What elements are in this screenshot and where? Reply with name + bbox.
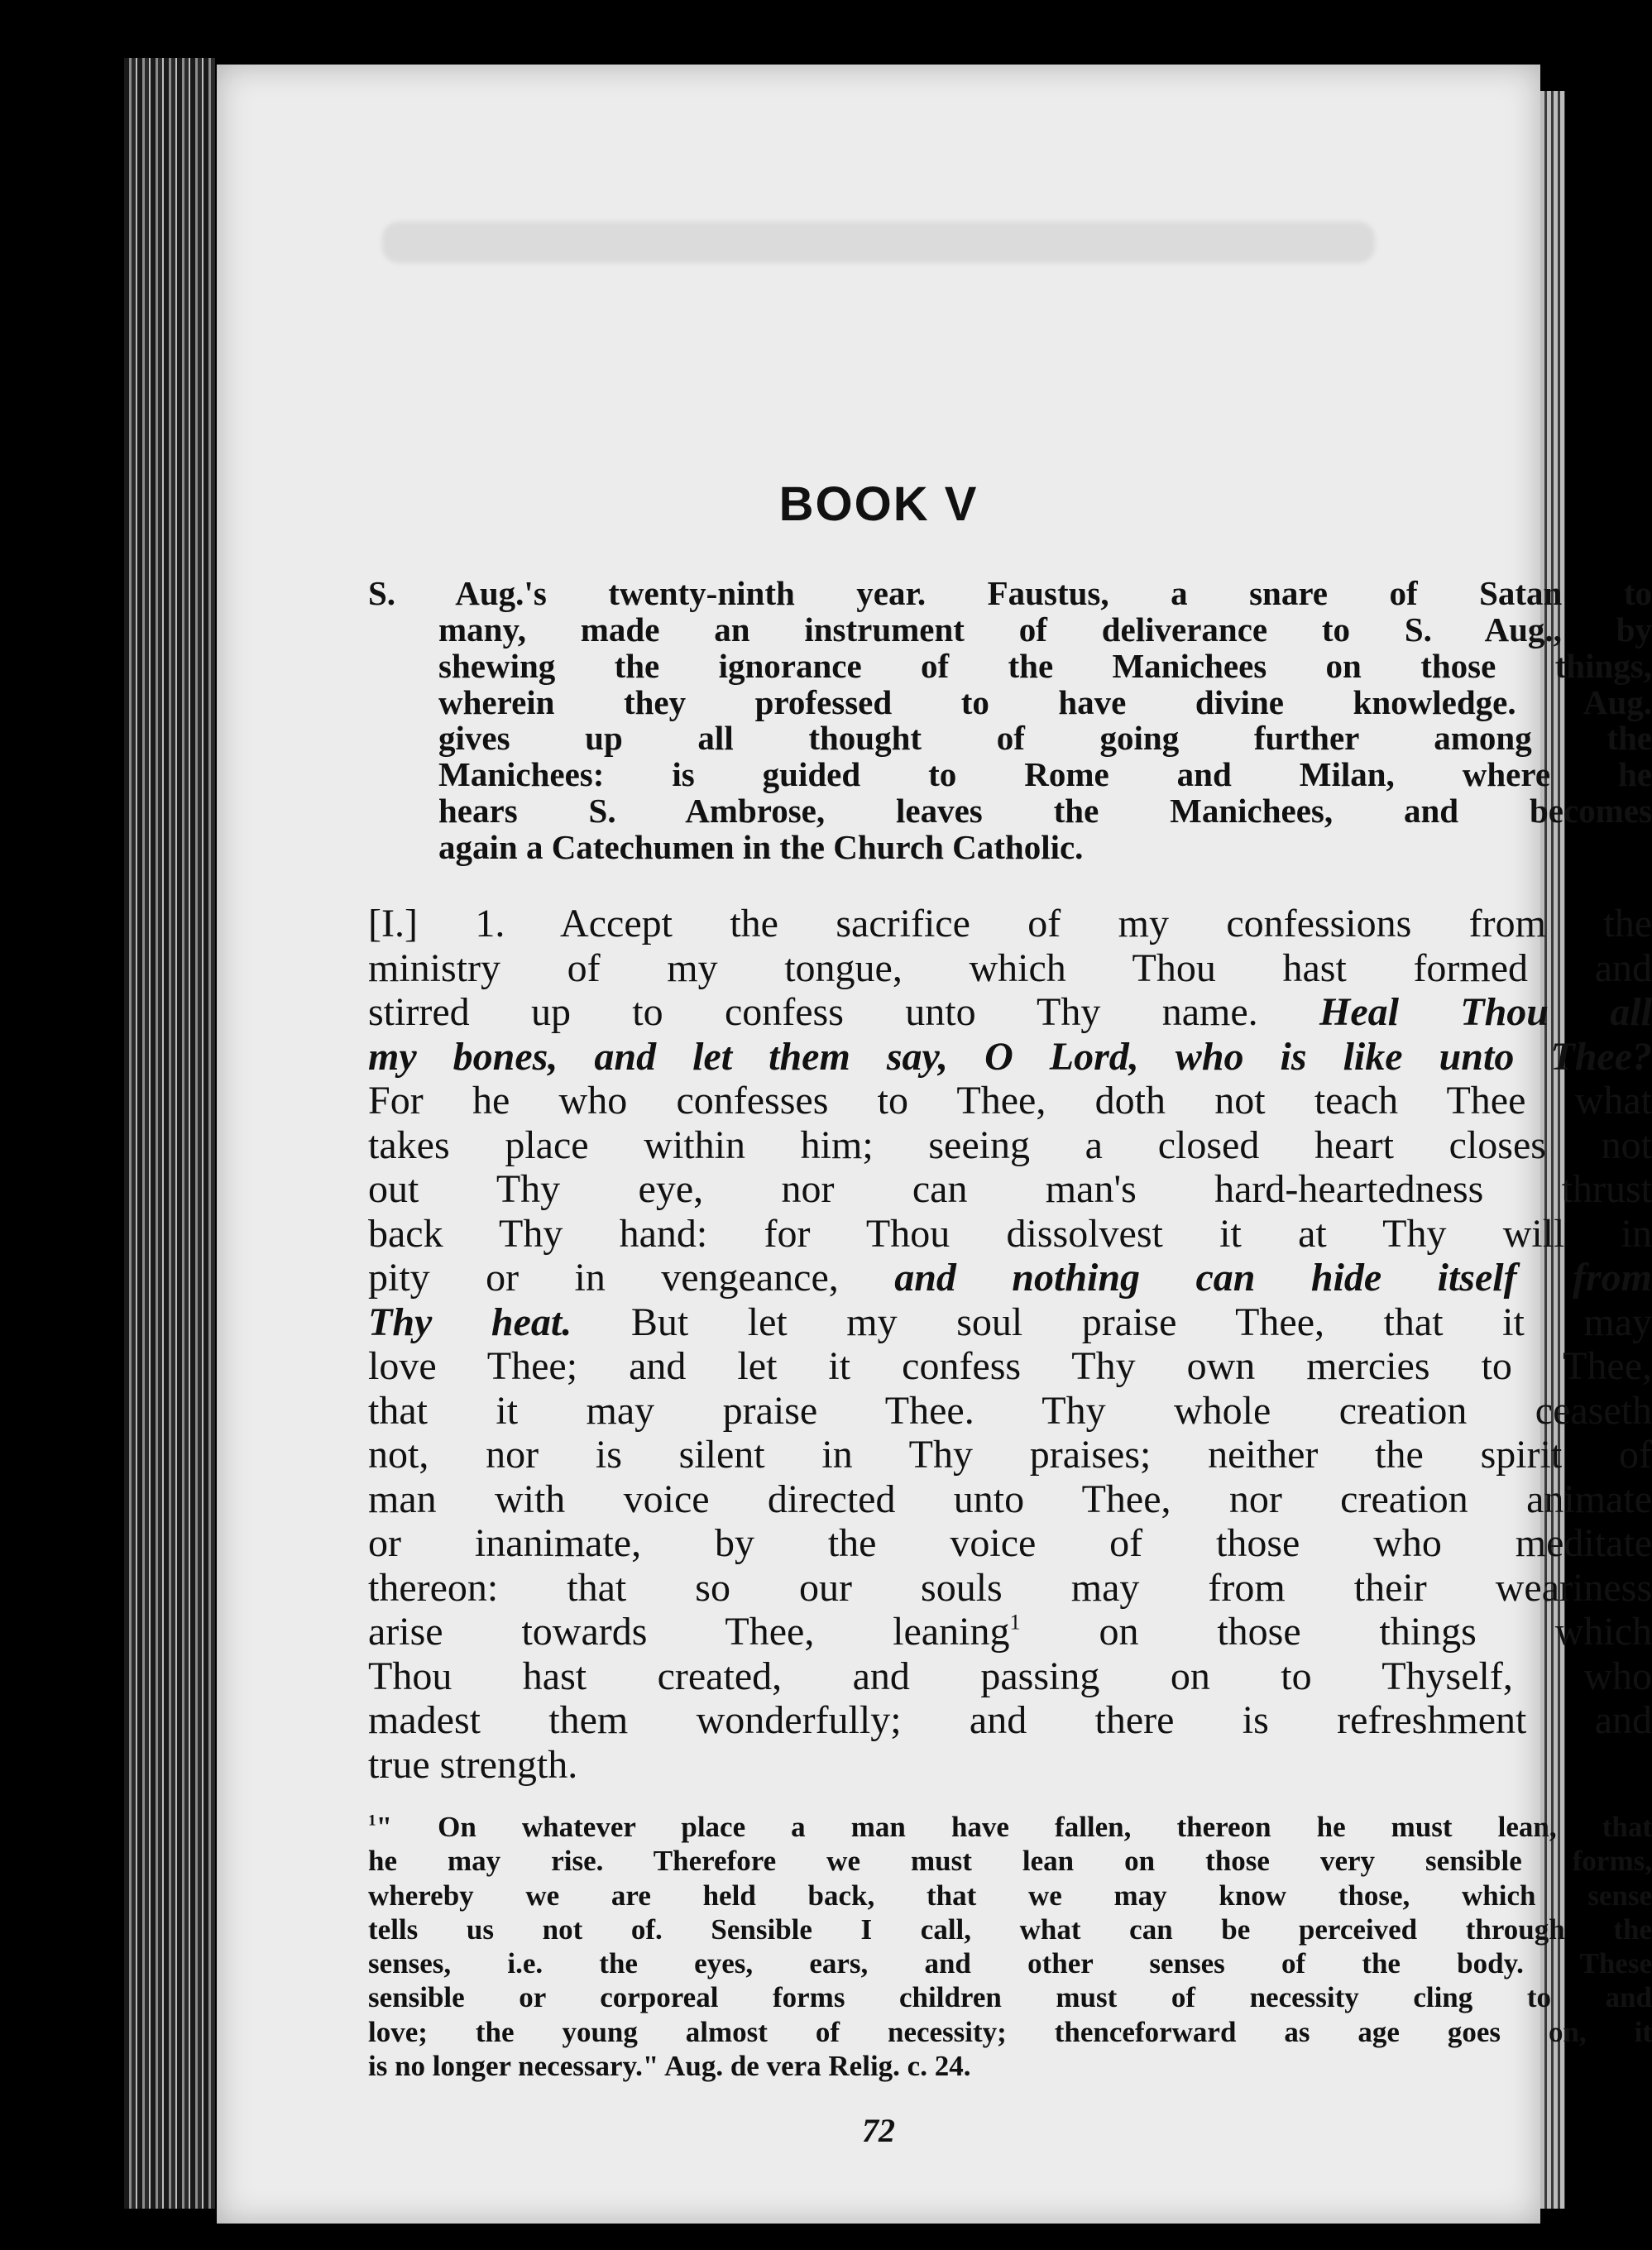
footnote-marker: 1 [1009, 1609, 1021, 1635]
scripture-quote: my bones, and let them say, O Lord, who is like unto Thee? [368, 1034, 1652, 1079]
text-line: true strength. [368, 1742, 578, 1787]
text-line: love Thee; and let it confess Thy own mercies to Thee, [368, 1344, 1652, 1389]
footnote-marker: 1 [368, 1812, 376, 1830]
text-line: that it may praise Thee. Thy whole creation ceaseth [368, 1388, 1652, 1433]
footnote [368, 1810, 1652, 2083]
text-line: or inanimate, by the voice of those who meditate [368, 1521, 1652, 1566]
text-line: Thou hast created, and passing on to Thyself, who [368, 1654, 1652, 1698]
footnote-line: love; the young almost of necessity; thenceforward as age goes on, it [368, 2015, 1652, 2048]
text-line [368, 1300, 1652, 1345]
text-line: ministry of my tongue, which Thou hast formed and [368, 945, 1652, 990]
text-run: arise towards Thee, leaning [368, 1610, 1010, 1654]
text-line: thereon: that so our souls may from their weariness [368, 1565, 1652, 1610]
summary-line: hears S. Ambrose, leaves the Manichees, and becomes [438, 792, 1652, 831]
footnote-line: he may rise. Therefore we must lean on those very sensible forms, [368, 1845, 1652, 1878]
text-line: For he who confesses to Thee, doth not teach Thee what [368, 1079, 1652, 1123]
summary-line: shewing the ignorance of the Manichees on those things, [438, 646, 1652, 685]
main-text [368, 902, 1652, 1787]
text-line: madest them wonderfully; and there is refreshment and [368, 1698, 1652, 1743]
book-page-edges [124, 58, 215, 2209]
scripture-quote: and nothing can hide itself from [894, 1256, 1652, 1300]
book-page [217, 65, 1652, 2224]
text-line [368, 1035, 1652, 1080]
summary-line: again a Catechumen in the Church Catholic. [438, 828, 1084, 867]
summary-line: S. Aug.'s twenty-ninth year. Faustus, a snare of Satan to [368, 574, 1652, 612]
text-run: stirred up to confess unto Thy name. [368, 990, 1258, 1035]
scripture-quote: Thy heat. [368, 1300, 572, 1344]
bleed-through-text [382, 222, 1458, 329]
text-line [368, 990, 1652, 1035]
text-line: not, nor is silent in Thy praises; neither the spirit of [368, 1433, 1652, 1477]
summary-line: Manichees: is guided to Rome and Milan, where he [438, 755, 1652, 794]
text-run: pity or in vengeance, [368, 1256, 839, 1300]
summary-line: wherein they professed to have divine knowledge. Aug. [438, 682, 1652, 721]
text-run: on those things which [1099, 1610, 1652, 1654]
text-line: takes place within him; seeing a closed heart closes not [368, 1123, 1652, 1167]
chapter-summary [368, 576, 1652, 866]
summary-line: many, made an instrument of deliverance to S. Aug., by [438, 610, 1652, 649]
text-line: man with voice directed unto Thee, nor creation animate [368, 1477, 1652, 1521]
text-line: [I.] 1. Accept the sacrifice of my confessions from the [368, 902, 1652, 945]
footnote-line: senses, i.e. the eyes, ears, and other senses of the body. These [368, 1947, 1652, 1980]
book-heading: BOOK V [778, 477, 979, 531]
scripture-quote: Heal Thou all [1319, 990, 1652, 1035]
text-line: out Thy eye, nor can man's hard-heartedness thrust [368, 1167, 1652, 1212]
text-line: back Thy hand: for Thou dissolvest it at Thy will in [368, 1211, 1652, 1256]
footnote-line [368, 1810, 1652, 1844]
text-line [368, 1256, 1652, 1300]
summary-line: gives up all thought of going further among the [438, 719, 1652, 758]
text-run: " On whatever place a man have fallen, thereon he must lean, that [376, 1811, 1652, 1843]
footnote-line: whereby we are held back, that we may know those, which sense [368, 1879, 1652, 1912]
footnote-line: sensible or corporeal forms children must of necessity cling to and [368, 1981, 1652, 2014]
text-run: But let my soul praise Thee, that it may [630, 1300, 1652, 1344]
page-number: 72 [862, 2112, 895, 2149]
footnote-line: is no longer necessary." Aug. de vera Relig. c. 24. [368, 2050, 971, 2083]
text-line [368, 1610, 1652, 1654]
footnote-line: tells us not of. Sensible I call, what can be perceived through the [368, 1912, 1652, 1946]
